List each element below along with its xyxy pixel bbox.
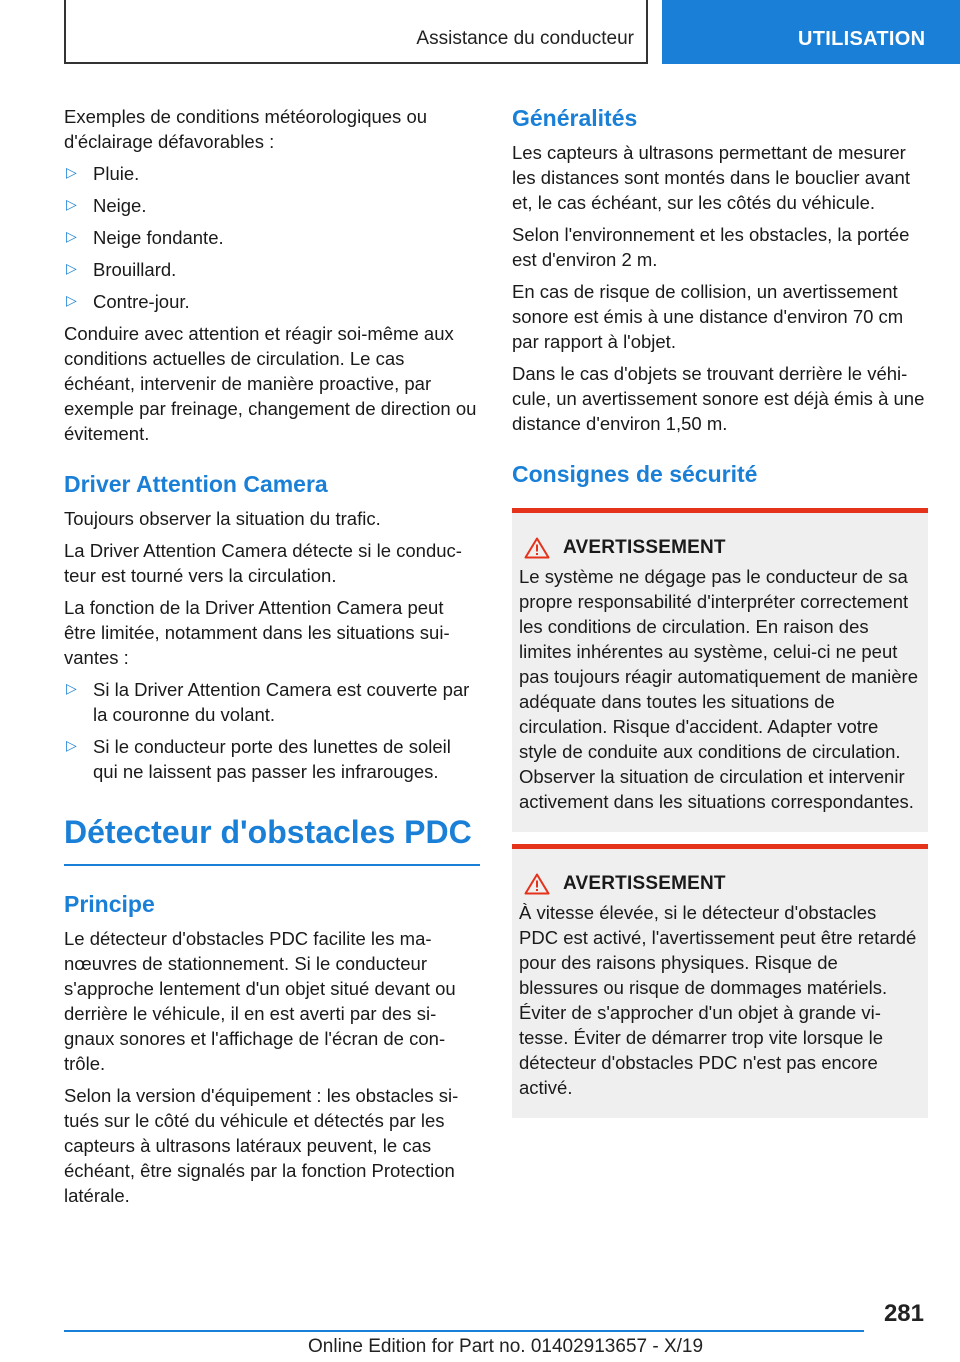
warning-box	[512, 508, 928, 832]
warning-text: Le système ne dégage pas le conducteur de sa propre responsabilité d'interpréter correctement les conditions de circulation. En raison des limites inhérentes au système, celui-ci ne peut pas toujours réagir automatiquement de manière adéquate dans toutes les situations de circulation. Risque d'accident. Adapter votre style de conduite aux conditions de circulation. Observer la situation de circulation et intervenir activement dans les situations correspondantes.	[519, 566, 919, 812]
chapter-tab-label: UTILISATION	[798, 28, 926, 50]
camera-limits-list	[64, 677, 480, 784]
generalites-paragraph-2: Selon l'environnement et les obstacles, la portée est d'environ 2 m.	[512, 224, 910, 270]
list-item: ▷ Brouillard.	[66, 259, 177, 280]
pdc-section-heading: Détecteur d'obstacles PDC	[64, 812, 480, 866]
list-item: ▷ Si le conducteur porte des lunettes de soleil qui ne laissent pas passer les infrarouges.	[66, 736, 451, 782]
left-column	[64, 104, 480, 1215]
conditions-intro: Exemples de conditions météorologiques ou d'éclairage défavorables :	[64, 106, 428, 152]
list-item: ▷ Contre-jour.	[66, 291, 190, 312]
right-column	[512, 104, 928, 1118]
triangle-bullet-icon: ▷	[66, 738, 77, 754]
warning-title: AVERTISSEMENT	[563, 873, 726, 894]
section-title: Assistance du conducteur	[416, 28, 634, 49]
list-item: ▷ Pluie.	[66, 163, 140, 184]
warning-triangle-icon	[524, 873, 550, 895]
camera-paragraph-2: La Driver Attention Camera détecte si le conducteur est tourné vers la circulation.	[64, 540, 462, 586]
warning-box	[512, 844, 928, 1118]
warning-text: À vitesse élevée, si le détecteur d'obstacles PDC est activé, l'avertissement peut être retardé pour des raisons physiques. Risque de blessures ou risque de dommages matériels. Éviter de s'approcher d'un objet à grande vitesse. Éviter de démarrer trop vite lorsque le détecteur d'obstacles PDC n'est pas encore activé.	[519, 902, 917, 1098]
warning-title: AVERTISSEMENT	[563, 537, 726, 558]
conduct-paragraph: Conduire avec attention et réagir soi-même aux conditions actuelles de circulation. Le cas échéant, intervenir de manière proactive, par exemple par freinage, changement de direction ou évitement.	[64, 323, 477, 444]
conditions-list	[64, 161, 480, 314]
triangle-bullet-icon: ▷	[66, 229, 77, 245]
edition-text: Online Edition for Part no. 01402913657 - X/19	[308, 1336, 704, 1357]
generalites-paragraph-4: Dans le cas d'objets se trouvant derrière le véhicule, un avertissement sonore est déjà émis à une distance d'environ 1,50 m.	[512, 363, 925, 434]
principe-paragraph-1: Le détecteur d'obstacles PDC facilite les manœuvres de stationnement. Si le conducteur s'approche lentement d'un objet situé devant ou derrière le véhicule, il en est averti par des signaux sonores et l'affichage de l'écran de contrôle.	[64, 928, 456, 1074]
triangle-bullet-icon: ▷	[66, 261, 77, 277]
list-item: ▷ Neige fondante.	[66, 227, 224, 248]
generalites-heading: Généralités	[512, 105, 638, 131]
triangle-bullet-icon: ▷	[66, 197, 77, 213]
safety-heading: Consignes de sécurité	[512, 461, 758, 487]
triangle-bullet-icon: ▷	[66, 681, 77, 697]
triangle-bullet-icon: ▷	[66, 293, 77, 309]
header-frame	[64, 0, 648, 64]
principe-paragraph-2: Selon la version d'équipement : les obstacles situés sur le côté du véhicule et détectés par les capteurs à ultrasons latéraux peuvent, le cas échéant, être signalés par la fonction Protection latérale.	[64, 1085, 459, 1206]
footer-divider	[64, 1330, 864, 1332]
list-item: ▷ Neige.	[66, 195, 147, 216]
triangle-bullet-icon: ▷	[66, 165, 77, 181]
camera-paragraph-3: La fonction de la Driver Attention Camera peut être limitée, notamment dans les situations suivantes :	[64, 597, 450, 668]
page-number: 281	[883, 1300, 924, 1327]
camera-heading: Driver Attention Camera	[64, 471, 328, 497]
list-item: ▷ Si la Driver Attention Camera est couverte par la couronne du volant.	[66, 679, 470, 725]
generalites-paragraph-3: En cas de risque de collision, un avertissement sonore est émis à une distance d'environ 70 cm par rapport à l'objet.	[512, 281, 904, 352]
warning-triangle-icon	[524, 537, 550, 559]
generalites-paragraph-1: Les capteurs à ultrasons permettant de mesurer les distances sont montés dans le bouclier avant et, le cas échéant, sur les côtés du véhicule.	[512, 142, 910, 213]
principe-heading: Principe	[64, 891, 155, 917]
camera-paragraph-1: Toujours observer la situation du trafic.	[64, 508, 381, 529]
